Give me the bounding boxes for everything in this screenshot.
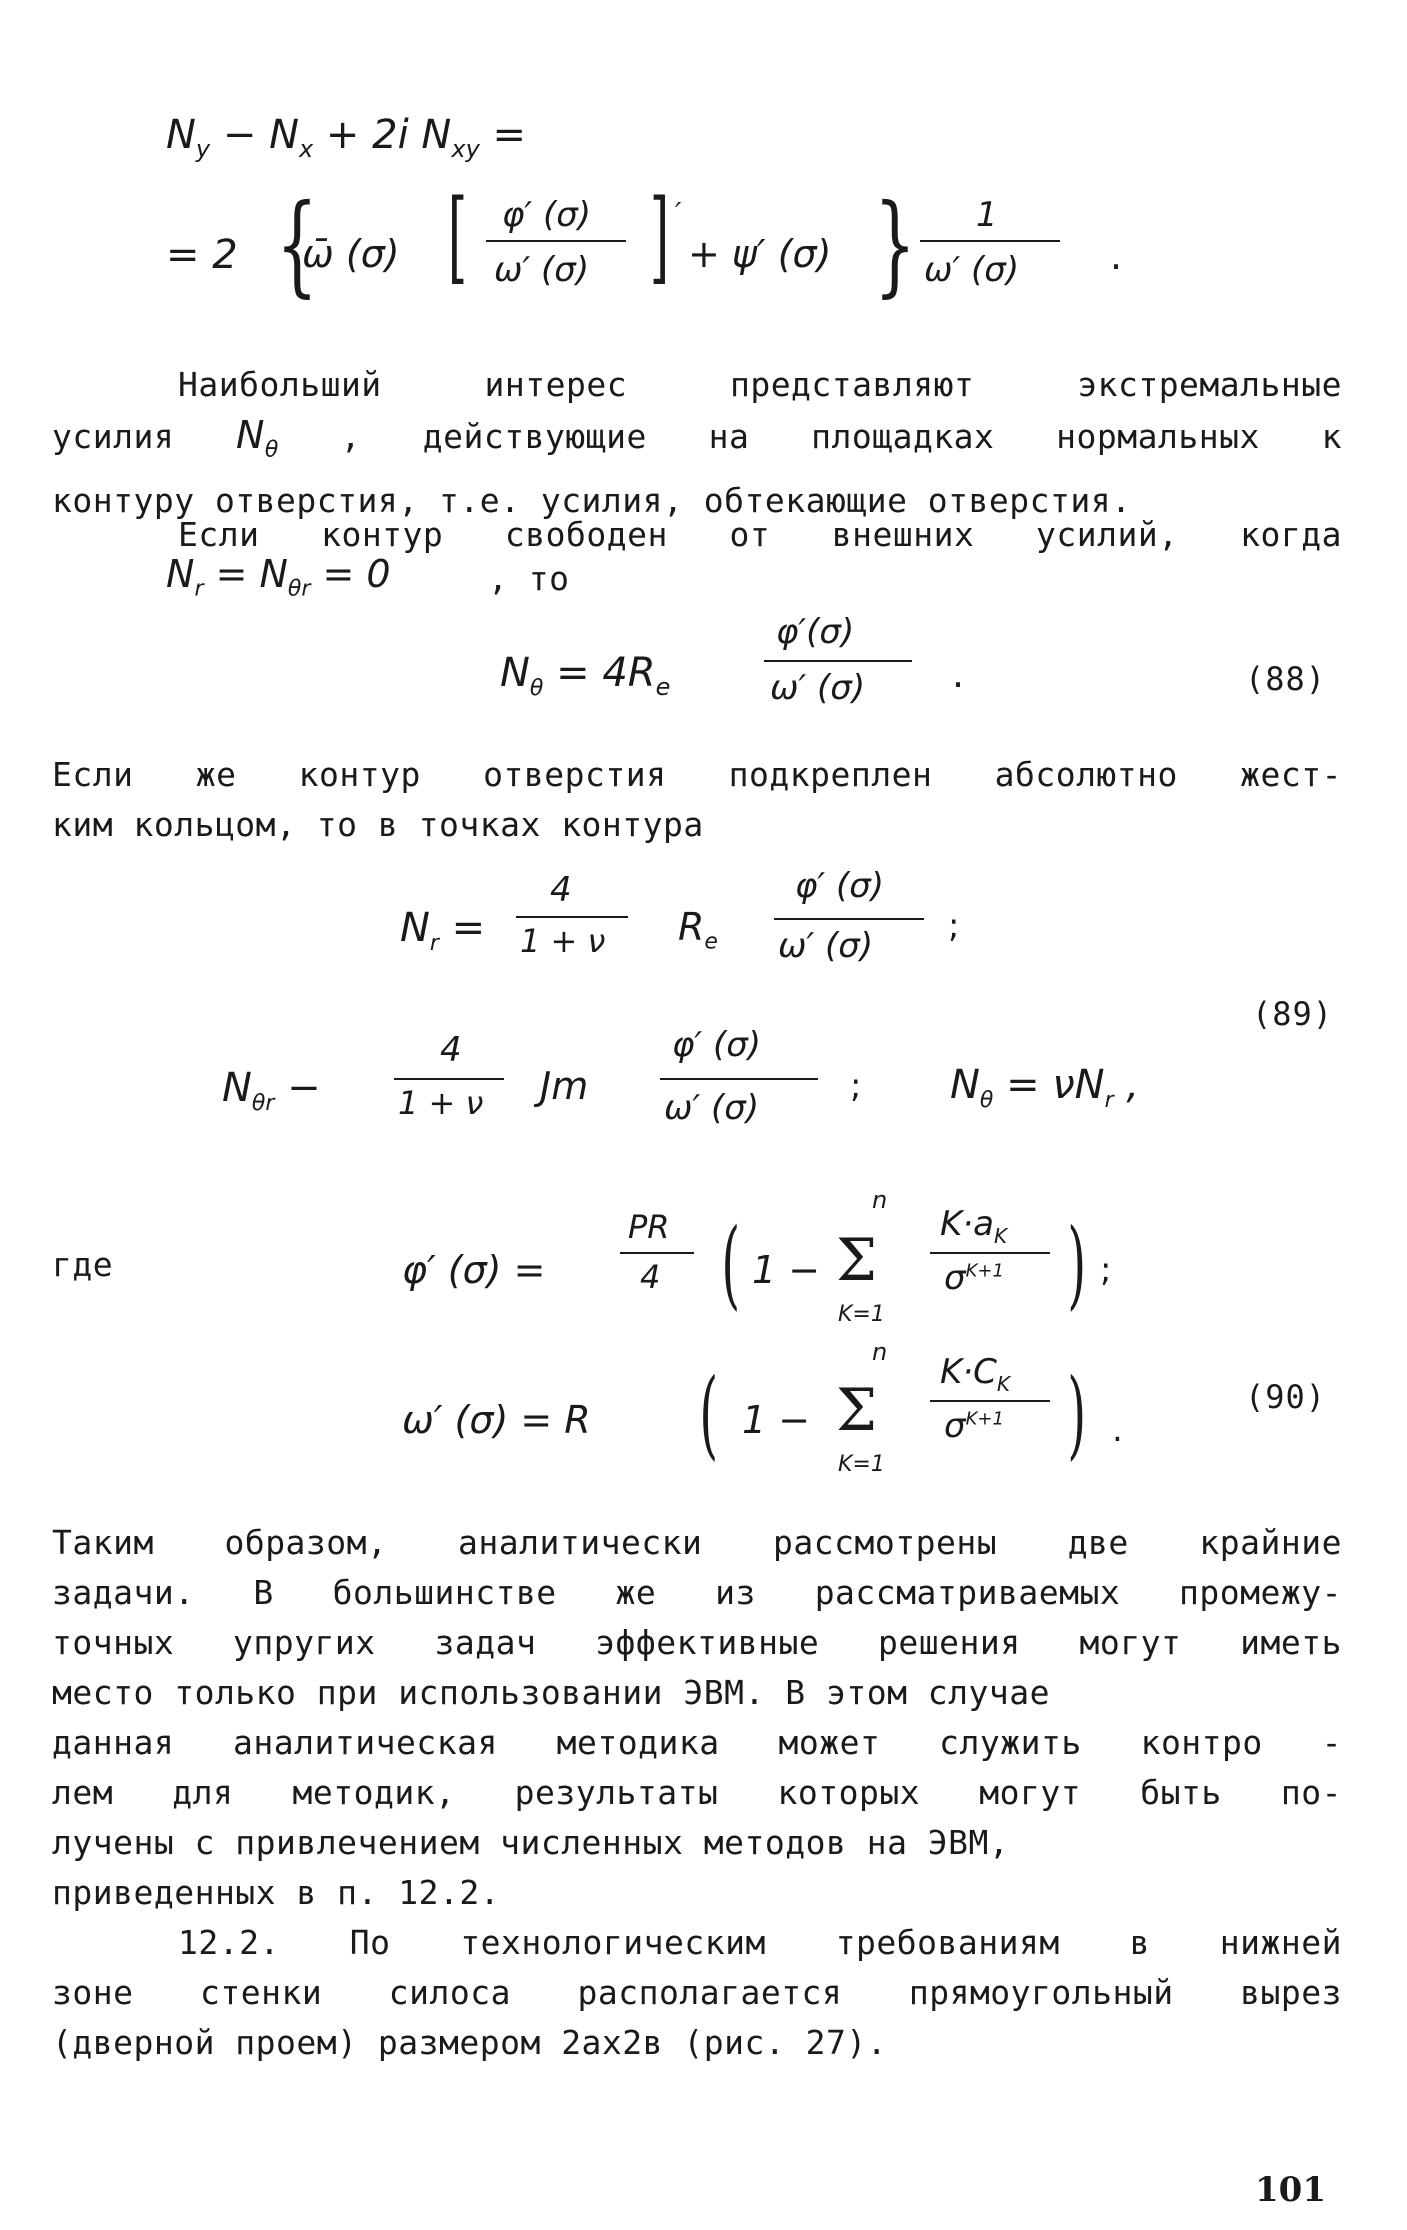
eq-top-line1: $N_y - N_x + 2i$ $N_{xy}$ = (166, 112, 526, 163)
paragraph-5: 12.2. По технологическим требованиям в нижней зоне стенки силоса располагается прямоугольный вырез (дверной проем) размером 2ах2в (рис. 27). (52, 1923, 1342, 2062)
paragraph-3: Если же контур отверстия подкреплен абсолютно жест- ким кольцом, то в точках контура (52, 755, 1342, 844)
paragraph-1: Наибольший интерес представляют экстремальные усилия $N_\theta$ , действующие на площадках нормальных к контуру отверстия, т.е. усилия, обтекающие отверстия. (52, 365, 1342, 520)
paragraph-4: Таким образом, аналитически рассмотрены две крайние задачи. В большинстве же из рассматриваемых промежу- точных упругих задач эффективные решения могут иметь место только при использовании ЭВМ. В этом случае данная аналитическая методика может служить контро - лем для методик, результаты которых могут быть по- лучены с привлечением численных методов на ЭВМ, приведенных в п. 12.2. (52, 1523, 1342, 1912)
equation-88-number: (88) (1245, 660, 1327, 698)
condition-formula: $N_r = N_{\theta r} = 0$ (166, 552, 391, 602)
page-number: 101 (1255, 2170, 1326, 2210)
equation-89-number: (89) (1252, 995, 1334, 1033)
where-label: где (52, 1245, 114, 1284)
paragraph-2: Если контур свободен от внешних усилий, когда (178, 515, 1342, 554)
document-page: $N_y - N_x + 2i$ $N_{xy}$ = = 2 { ω̄ (σ) [ φ′ (σ) ω′ (σ) ] ′ + ψ′ (σ) } 1 ω′ (σ) . Наибольший интерес представляют экстремальные усилия $N_\theta$ , действующие на площадках нормальных к контуру отверстия, т.е. усилия, обтекающие отверстия. Если контур свободен от внешних усилий, когда $N_r = N_{\theta r} = 0$ , то $N_\theta = 4R_e$ φ′(σ) ω′ (σ) . (88) Если же контур отверстия подкреплен абсолютно жест- ким кольцом, то в точках контура $N_r$ = 4 1 + ν $R_e$ φ′ (σ) ω′ (σ) ; (89) $N_{\theta r}$ − 4 1 + ν Jm φ′ (σ) ω′ (σ) ; $N_\theta = \nu N_r$ , где φ′ (σ) = PR 4 ( 1 − n Σ K=1 $K\cdot a_K$ $\sigma^{K+1}$ ) ; ω′ (σ) = R ( 1 − n Σ K=1 $K\cdot C_K$ $\sigma^{K+1}$ ) . (90) Таким образом, аналитически рассмотрены две крайние задачи. В большинстве же из рассматриваемых промежу- точных упругих задач эффективные решения могут иметь место только при использовании ЭВМ. В этом случае данная аналитическая методика может служить контро - лем для методик, результаты которых могут быть по- лучены с привлечением численных методов на ЭВМ, приведенных в п. 12.2. 12.2. По технологическим требованиям в нижней зоне стенки силоса располагается прямоугольный вырез (дверной проем) размером 2ах2в (рис. 27). 101 (52, 112, 1342, 2210)
equation-90-number: (90) (1245, 1378, 1327, 1416)
